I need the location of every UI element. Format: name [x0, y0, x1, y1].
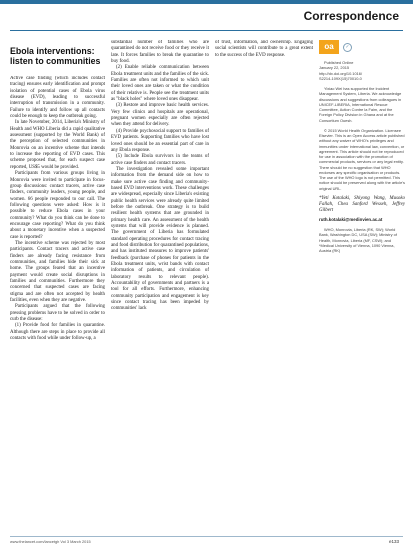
- top-color-rule: [0, 0, 413, 4]
- paragraph: The incentive scheme was rejected by most participants. Contact tracers and active case finders are already facing resistance from communities, and families hide their sick at home. The groups feared that an incentive payment would create social disruptions in families and communities. Furthermore they concerned that suspected cases are facing stigma and are often not accepted by health facilities, even when they are negative.: [10, 240, 105, 304]
- open-access-icon: oa: [319, 40, 339, 54]
- sidebar-info: [319, 40, 405, 258]
- paragraph: (4) Provide psychosocial support to families of EVD patients. Supporting families who have lost loved ones should be an essential part of care in any Ebola response.: [111, 128, 209, 153]
- paragraph: Participants from various groups living in Monrovia were invited to participate in focus-group discussions: contact tracers, active case finders, community leaders, young people, and women. 66 people responded to our call. The following questions were asked: How is it possible to reduce Ebola cases in your community? What do you think can be done to encourage case reporting? What do you think about a monetary incentive when a suspected case is reported?: [10, 171, 105, 240]
- paragraph: (3) Restore and improve basic health services. Very few clinics and hospitals are operational, pregnant women especially are often rejected when they attend for delivery.: [111, 103, 209, 128]
- paragraph: (1) Provide food for families in quarantine. Although there are steps in place to provide all contacts with food while under follow-up, a: [10, 323, 105, 342]
- disclosure-text: Yixiao Wei has supported the Incident Management System, Liberia. We acknowledge discussions and suggestions from colleagues in UNICEF-LIBERIA, International Rescue Committee, Action Contre la Faim, and the Foreign Policy Division in Ghana and at the Consortium Ouesh.: [319, 86, 402, 123]
- article-title: Ebola interventions: listen to communities: [10, 46, 101, 66]
- doi-id: S2214-109X(15)70010-0: [319, 75, 362, 81]
- section-title: Correspondence: [303, 9, 399, 23]
- column-3: [215, 40, 313, 59]
- paragraph: Participants argued that the following pressing problems have to be solved in order to curb the disease:: [10, 304, 105, 323]
- paragraph: of trust, information, and ownership. Engaging social scientists will contribute to a great extent to the success of the EVD response.: [215, 40, 313, 58]
- paragraph: Active case finding (which includes contact tracing) ensures early identification and prompt isolation of potential cases of Ebola virus disease (EVD), leading to successful interruption of transmission in a community. Failure to identify and follow up all contacts could be enough to keep the outbreak going.: [10, 76, 105, 120]
- page-number: e133: [388, 539, 399, 544]
- license-text: © 2015 World Health Organization. Licensee Elsevier. This is an Open Access article published without any waiver of WHO's privileges and immunities under international law, convention, or agreement. This article should not be reproduced for use in association with the promotion of commercial products, services or any legal entity. There should be no suggestion that WHO endorses any specific organisation or products. The use of the WHO logo is not permitted. This notice should be preserved along with the article's original URL.: [319, 127, 405, 191]
- paragraph: In late November, 2014, Liberia's Ministry of Health and WHO Liberia did a rapid qualitative assessment (supported by the World Bank) of the perception of selected communities in Monrovia on an incentive scheme that intends to increase the reporting of EVD cases. This scheme proposed that, for each suspect case reported, US$5 would be provided.: [10, 120, 105, 170]
- paragraph: substantial number of families who are quarantined do not receive food or they receive it late. It forces families to break the quarantine to buy food.: [111, 40, 209, 65]
- author-list: *Yeti Kotalaki, Shiyong Wang, Musoko Fallah, Chea Sanford Wesseh, Jeffrey Gilbert: [319, 195, 405, 213]
- header-divider: [10, 30, 403, 31]
- crossmark-icon[interactable]: ✓: [343, 43, 352, 52]
- open-access-badge: [319, 40, 405, 54]
- author-email-link[interactable]: ruth.kotalaki@medinvien.ac.at: [319, 216, 383, 222]
- affiliations: WHO, Monrovia, Liberia (RK, SW); World Bank, Washington DC, USA (SW); Ministry of Health, Monrovia, Liberia (MF, CSW); and *Medical University of Vienna, 1090 Vienna, Austria (RK): [319, 227, 397, 253]
- footer-journal-info: www.thelancet.com/lancetgh Vol 3 March 2015: [10, 539, 91, 544]
- column-1: [10, 76, 105, 342]
- footer-divider: [10, 536, 403, 537]
- published-label: Published Online: [324, 60, 354, 65]
- paragraph: (2) Enable reliable communication between Ebola treatment units and the families of the sick. Families are often not informed to which unit their loved ones are taken or what the condition of their relative is. People see the treatment units as "black holes" where loved ones disappear.: [111, 65, 209, 103]
- paragraph: The investigation revealed some important information from the demand side on how to make sure active case finding and community-based EVD interventions work. These challenges are widespread, especially since Liberia's existing public health services were already quite limited before the outbreak. One strategy is to build resilient health systems that are grounded in primary health care. An assessment of the health systems that will provide evidence is planned. The government of Liberia has formulated standard operating procedures for contact tracing and food distribution for quarantined populations, and has instituted measures to improve patients' feedback (purchase of phones for patients in the Ebola treatment units, wrist bands with contact information of patients, and circulation of laboratory results to relevant people). Accountability of governments and partners is a tool for all efforts. Furthermore, enhancing community participation and engagement is key since contact tracing has been impeded by communities' lack: [111, 166, 209, 312]
- column-2: [111, 40, 209, 313]
- publication-info: [319, 60, 405, 81]
- doi-link[interactable]: http://dx.doi.org/10.1016/: [319, 70, 363, 76]
- paragraph: (5) Include Ebola survivors in the teams of active case finders and contact tracers.: [111, 154, 209, 166]
- published-date: January 22, 2015: [319, 65, 350, 71]
